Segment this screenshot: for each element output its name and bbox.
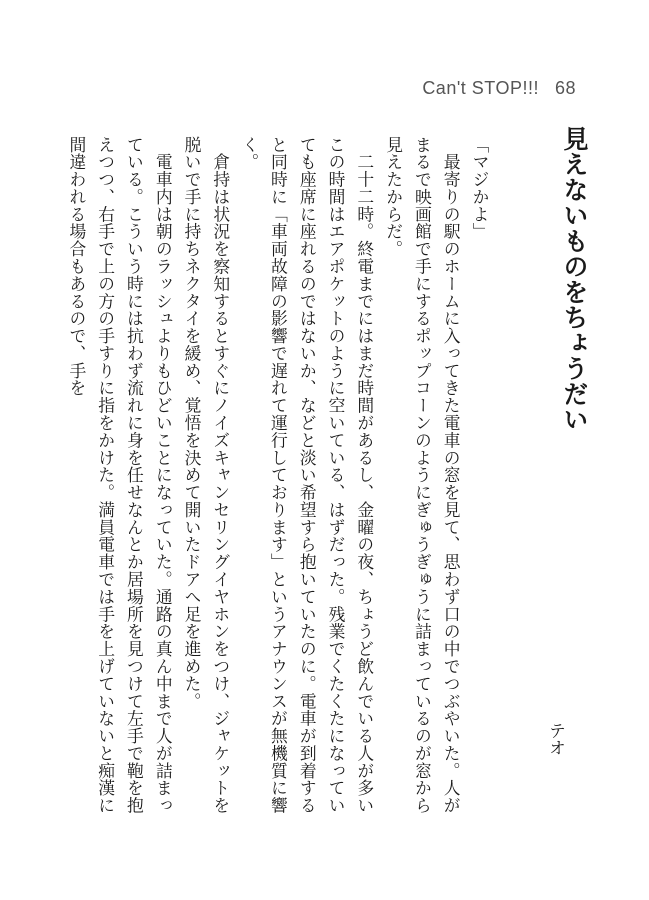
running-header: [422, 78, 576, 99]
body-text: [66, 136, 494, 824]
paragraph-train-interior: 電車内は朝のラッシュよりもひどいことになっていた。通路の真ん中まで人が詰まっている。こういう時には抗わず流れに身を任せなんとか居場所を見つけて左手で鞄を抱えつつ、右手で上の方の手すりに指をかけた。満員電車では手を上げていないと痴漢に間違われる場合もあるので、手を: [66, 136, 174, 815]
paragraph-station: 最寄りの駅のホームに入ってきた電車の窓を見て、思わず口の中でつぶやいた。人がまるで映画館で手にするポップコーンのようにぎゅうぎゅうに詰まっているのが窓から見えたからだ。: [383, 136, 462, 815]
paragraph-dialogue: 「マジかよ」: [470, 136, 490, 241]
page-number: 68: [554, 78, 576, 98]
author-name: テオ: [545, 722, 565, 756]
paragraph-kuramochi: 倉持は状況を察知するとすぐにノイズキャンセリングイヤホンをつけ、ジャケットを脱いで手に持ちネクタイを緩め、覚悟を決めて開いたドアへ足を進めた。: [182, 136, 231, 815]
paragraph-time: 二十二時。終電までにはまだ時間があるし、金曜の夜、ちょうど飲んでいる人が多いこの時間はエアポケットのように空いている、はずだった。残業でくたくたになっていても座席に座れるのではないか、などと淡い希望すら抱いていたのに。電車が到着すると同時に「車両故障の影響で遅れて運行しております」というアナウンスが無機質に響く。: [239, 136, 375, 815]
book-title: Can't STOP!!!: [422, 78, 539, 98]
story-title: 見えないものをちょうだい: [560, 126, 589, 432]
